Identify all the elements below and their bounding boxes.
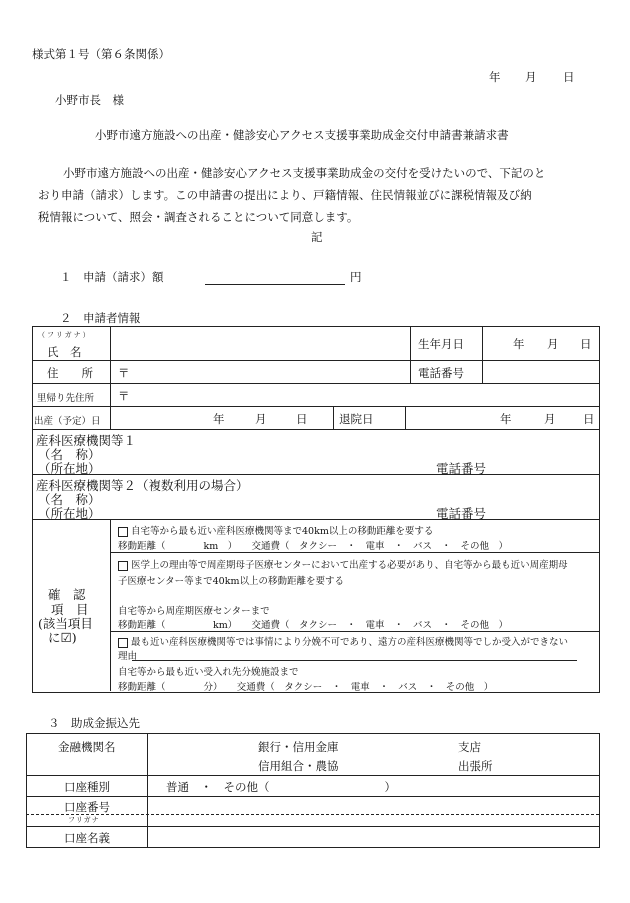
phone-field[interactable]	[485, 362, 595, 381]
address-field[interactable]	[130, 362, 406, 381]
name-furigana-label: （フリガナ）	[38, 331, 92, 339]
option3-text-b: 自宅等から最も近い受入れ先分娩施設まで	[118, 667, 299, 678]
institution1-title: 産科医療機関等１	[36, 433, 137, 448]
institution1-phone-label: 電話番号	[436, 461, 487, 476]
name-field[interactable]	[112, 328, 408, 359]
return-address-label: 里帰り先住所	[37, 393, 95, 404]
institution2-location-label: （所在地）	[38, 506, 101, 521]
account-holder-label: 口座名義	[64, 831, 110, 845]
option2-text-b: 子医療センター等まで40km以上の移動距離を要する	[118, 576, 344, 587]
confirm-label-3: (該当項目	[38, 616, 93, 631]
account-number-label: 口座番号	[64, 800, 110, 814]
option3-reason-label: 理由	[118, 651, 138, 662]
confirm-label-2: 項 目	[51, 602, 89, 617]
birth-month: 月	[547, 337, 559, 351]
account-number-field[interactable]	[150, 798, 595, 813]
date-year: 年	[489, 70, 501, 84]
institution2-title: 産科医療機関等２（複数利用の場合）	[36, 478, 249, 493]
branch-type-2: 出張所	[458, 759, 493, 773]
option1-checkbox[interactable]	[118, 527, 128, 537]
birth-day: 日	[580, 337, 592, 351]
dc-day: 日	[583, 412, 595, 426]
branch-type-1: 支店	[458, 740, 481, 754]
institution2-phone-label: 電話番号	[436, 506, 487, 521]
section2-label: ２ 申請者情報	[60, 311, 141, 325]
phone-label: 電話番号	[418, 366, 464, 380]
bd-day: 日	[296, 412, 308, 426]
return-postal-mark: 〒	[118, 389, 130, 403]
account-holder-field[interactable]	[150, 828, 595, 844]
bank-type-2: 信用組合・農協	[258, 759, 339, 773]
bd-year: 年	[213, 412, 225, 426]
bd-month: 月	[255, 412, 267, 426]
amount-unit: 円	[350, 270, 362, 284]
section1-label: １ 申請（請求）額	[60, 270, 164, 284]
option3-distance: 移動距離（ 分） 交通費（ タクシー ・ 電車 ・ バス ・ その他 ）	[118, 682, 494, 693]
form-number: 様式第１号（第６条関係）	[32, 47, 170, 61]
option3-checkbox[interactable]	[118, 638, 128, 648]
birthdate-label: 生年月日	[418, 337, 464, 351]
institution2-name-label: （名 称）	[38, 492, 101, 507]
postal-mark: 〒	[118, 366, 130, 380]
document-title: 小野市遠方施設への出産・健診安心アクセス支援事業助成金交付申請書兼請求書	[95, 128, 509, 142]
return-address-field[interactable]	[130, 385, 590, 404]
name-label: 氏 名	[47, 345, 82, 359]
option2	[118, 557, 568, 571]
option2-text-c: 自宅等から周産期医療センターまで	[118, 606, 270, 617]
bank-label: 金融機関名	[58, 740, 116, 754]
option2-text-a: 医学上の理由等で周産期母子医療センターにおいて出産する必要があり、自宅等から最も近い周産期母	[131, 560, 568, 571]
discharge-label: 退院日	[339, 412, 374, 426]
option1-distance: 移動距離（ km ） 交通費（ タクシー ・ 電車 ・ バス ・ その他 ）	[118, 541, 509, 552]
amount-line[interactable]	[205, 284, 345, 285]
institution1-location-label: （所在地）	[38, 461, 101, 476]
date-day: 日	[563, 70, 575, 84]
birth-date-label: 出産（予定）日	[34, 416, 101, 427]
dc-month: 月	[544, 412, 556, 426]
account-type-label: 口座種別	[64, 780, 110, 794]
section3-label: ３ 助成金振込先	[48, 716, 140, 730]
account-type-value[interactable]: 普通 ・ その他（ ）	[166, 780, 396, 794]
bank-type-1: 銀行・信用金庫	[258, 740, 339, 754]
option1-text: 自宅等から最も近い産科医療機関等まで40km以上の移動距離を要する	[131, 526, 434, 537]
option2-checkbox[interactable]	[118, 561, 128, 571]
confirm-label-4: に☑)	[48, 630, 77, 645]
option3-text: 最も近い産科医療機関等では事情により分娩不可であり、遠方の産科医療機関等でしか受入ができない	[131, 637, 569, 648]
addressee: 小野市長 様	[55, 93, 124, 107]
institution1-name-label: （名 称）	[38, 447, 101, 462]
option2-distance: 移動距離（ km） 交通費（ タクシー ・ 電車 ・ バス ・ その他 ）	[118, 620, 509, 631]
date-month: 月	[525, 70, 537, 84]
option3-reason-line[interactable]	[132, 660, 577, 661]
body-line-3: 税情報について、照会・調査されることについて同意します。	[38, 210, 359, 224]
option3	[118, 634, 568, 648]
dc-year: 年	[500, 412, 512, 426]
ki-mark: 記	[311, 230, 323, 244]
address-label: 住 所	[47, 366, 93, 380]
birth-year: 年	[513, 337, 525, 351]
confirm-label-1: 確 認	[48, 587, 86, 602]
body-line-2: おり申請（請求）します。この申請書の提出により、戸籍情報、住民情報並びに課税情報及び納	[38, 188, 532, 202]
body-line-1: 小野市遠方施設への出産・健診安心アクセス支援事業助成金の交付を受けたいので、下記のと	[63, 166, 546, 180]
option1	[118, 523, 433, 537]
holder-furigana-label: フリガナ	[68, 816, 100, 824]
